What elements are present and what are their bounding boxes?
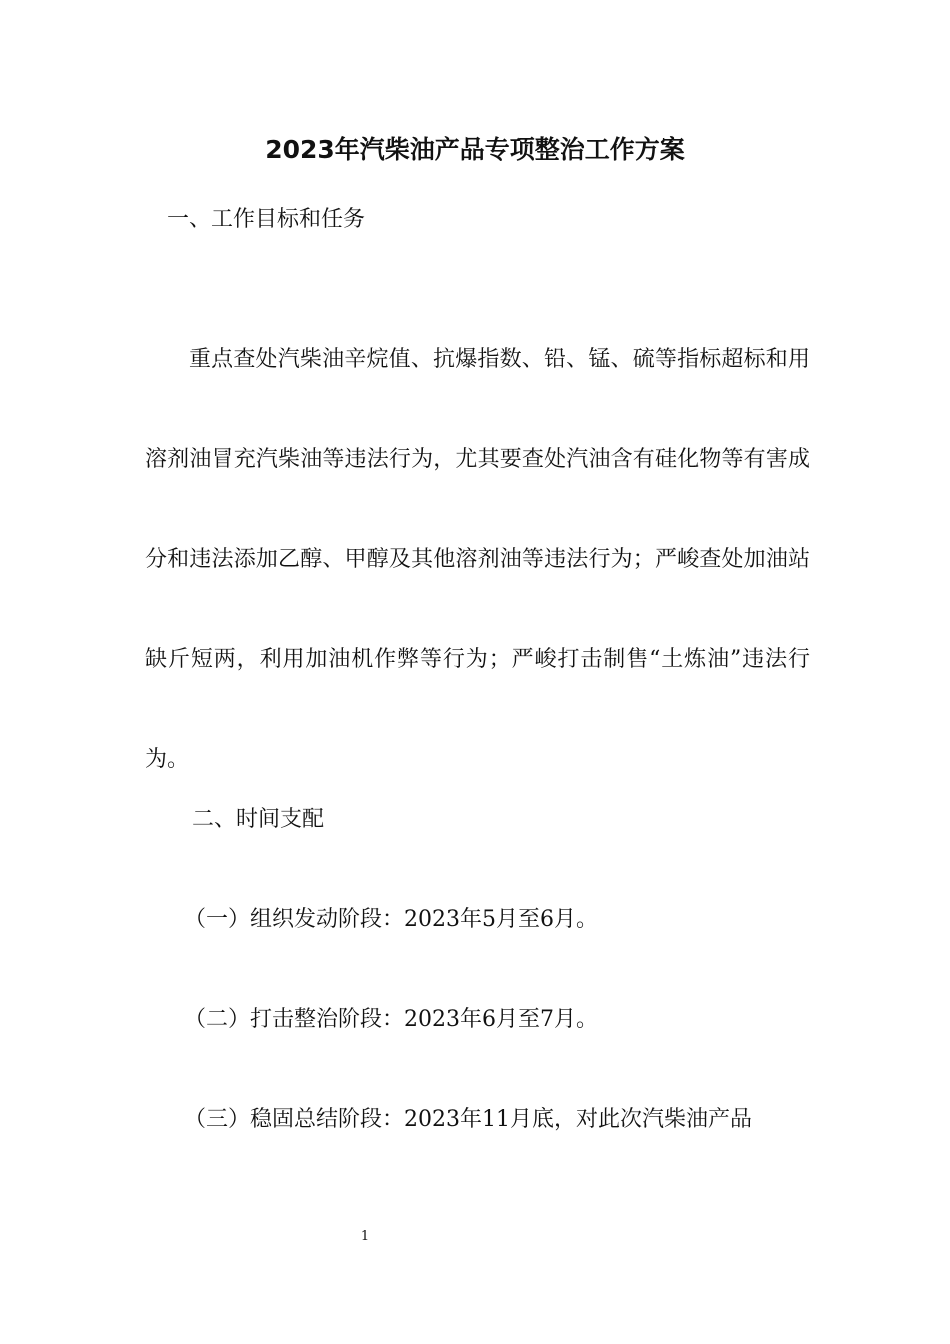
section-1-paragraph: 重点查处汽柴油辛烷值、抗爆指数、铅、锰、硫等指标超标和用溶剂油冒充汽柴油等违法行为，尤其要查处汽油含有硅化物等有害成分和违法添加乙醇、甲醇及其他溶剂油等违法行为；严峻查处加油站缺斤短两，利用加油机作弊等行为；严峻打击制售“土炼油”违法行为。 bbox=[145, 347, 810, 772]
schedule-item-1: （一）组织发动阶段：2023年5月至6月。 bbox=[184, 907, 598, 932]
schedule-item-3: （三）稳固总结阶段：2023年11月底，对此次汽柴油产品 bbox=[184, 1107, 752, 1132]
schedule-item-2: （二）打击整治阶段：2023年6月至7月。 bbox=[184, 1007, 598, 1032]
document-title: 2023年汽柴油产品专项整治工作方案 bbox=[265, 135, 685, 164]
page-number: 1 bbox=[360, 1229, 370, 1244]
section-1-heading: 一、工作目标和任务 bbox=[167, 207, 366, 232]
section-2-heading: 二、时间支配 bbox=[192, 807, 325, 832]
